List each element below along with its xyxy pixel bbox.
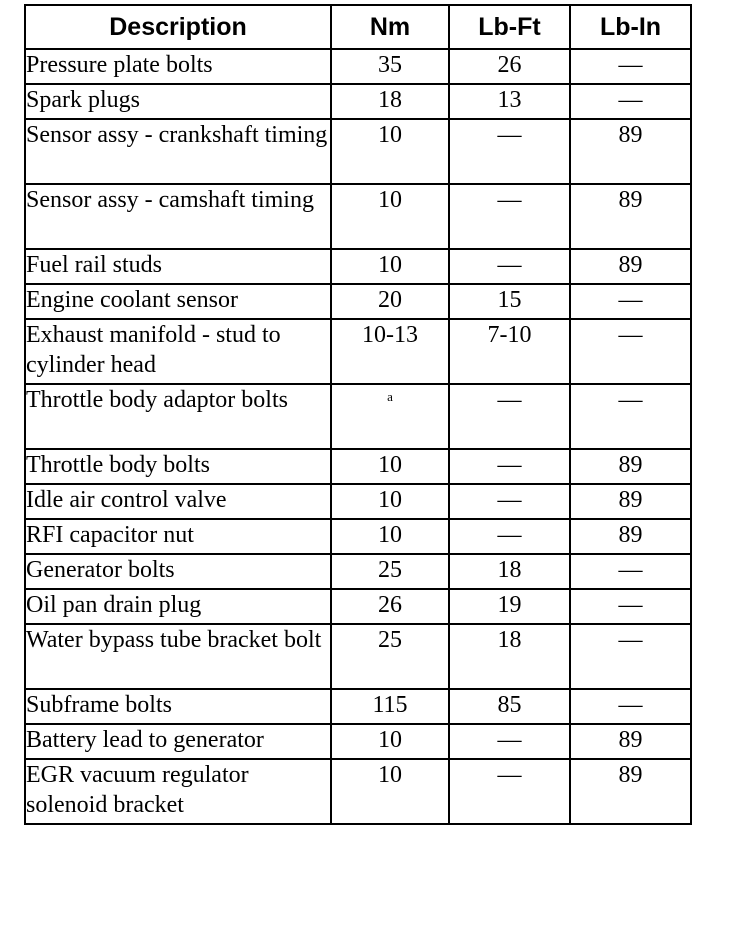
lb-in-cell: — [570,624,691,689]
table-row [25,319,691,384]
lb-ft-cell: — [449,449,570,484]
lb-in-cell: 89 [570,449,691,484]
lb-ft-cell: 18 [449,624,570,689]
description-cell: EGR vacuum regulator solenoid bracket [25,759,331,824]
lb-ft-cell: 18 [449,554,570,589]
lb-in-cell: — [570,689,691,724]
description-cell: Spark plugs [25,84,331,119]
nm-cell: 10 [331,449,449,484]
nm-cell: 10 [331,759,449,824]
description-cell: Throttle body bolts [25,449,331,484]
table-row [25,689,691,724]
header-description: Description [25,5,331,49]
nm-cell: 115 [331,689,449,724]
nm-cell: 10 [331,184,449,249]
nm-cell: 25 [331,554,449,589]
lb-in-cell: 89 [570,119,691,184]
description-cell: Throttle body adaptor bolts [25,384,331,449]
header-nm: Nm [331,5,449,49]
description-cell: Pressure plate bolts [25,49,331,84]
table-row [25,84,691,119]
lb-ft-cell: — [449,184,570,249]
lb-ft-cell: 15 [449,284,570,319]
lb-ft-cell: — [449,484,570,519]
nm-cell: 18 [331,84,449,119]
table-row [25,184,691,249]
description-cell: Generator bolts [25,554,331,589]
description-cell: Engine coolant sensor [25,284,331,319]
header-lb-in: Lb-In [570,5,691,49]
table-row [25,449,691,484]
lb-ft-cell: — [449,119,570,184]
lb-in-cell: 89 [570,724,691,759]
torque-spec-table [24,4,692,825]
nm-cell: 20 [331,284,449,319]
nm-cell: 26 [331,589,449,624]
nm-cell: 25 [331,624,449,689]
table-row [25,249,691,284]
lb-in-cell: — [570,554,691,589]
description-cell: Water bypass tube bracket bolt [25,624,331,689]
description-cell: Sensor assy - crankshaft timing [25,119,331,184]
nm-cell: 10-13 [331,319,449,384]
lb-in-cell: 89 [570,759,691,824]
lb-in-cell: — [570,84,691,119]
nm-cell: 10 [331,724,449,759]
lb-in-cell: 89 [570,184,691,249]
footnote-marker: a [387,389,393,404]
header-row [25,5,691,49]
description-cell: Battery lead to generator [25,724,331,759]
lb-in-cell: 89 [570,484,691,519]
table-row [25,119,691,184]
lb-ft-cell: — [449,519,570,554]
nm-cell: 10 [331,484,449,519]
description-cell: RFI capacitor nut [25,519,331,554]
table-row [25,519,691,554]
table-row [25,589,691,624]
lb-in-cell: 89 [570,519,691,554]
nm-cell: 10 [331,119,449,184]
lb-ft-cell: 26 [449,49,570,84]
lb-in-cell: — [570,319,691,384]
nm-cell: 10 [331,519,449,554]
table-row [25,49,691,84]
lb-in-cell: — [570,284,691,319]
lb-in-cell: — [570,49,691,84]
lb-in-cell: — [570,589,691,624]
description-cell: Oil pan drain plug [25,589,331,624]
table-row [25,554,691,589]
table-row [25,624,691,689]
header-lb-ft: Lb-Ft [449,5,570,49]
lb-in-cell: — [570,384,691,449]
description-cell: Subframe bolts [25,689,331,724]
lb-ft-cell: — [449,384,570,449]
lb-ft-cell: — [449,759,570,824]
table-row [25,284,691,319]
lb-ft-cell: — [449,249,570,284]
lb-ft-cell: 7-10 [449,319,570,384]
table-row [25,484,691,519]
table-row [25,724,691,759]
description-cell: Exhaust manifold - stud to cylinder head [25,319,331,384]
description-cell: Sensor assy - camshaft timing [25,184,331,249]
lb-ft-cell: 85 [449,689,570,724]
nm-cell: 10 [331,249,449,284]
lb-ft-cell: 13 [449,84,570,119]
lb-ft-cell: 19 [449,589,570,624]
table-row [25,759,691,824]
description-cell: Fuel rail studs [25,249,331,284]
nm-cell [331,384,449,449]
lb-ft-cell: — [449,724,570,759]
description-cell: Idle air control valve [25,484,331,519]
nm-cell: 35 [331,49,449,84]
table-row [25,384,691,449]
lb-in-cell: 89 [570,249,691,284]
